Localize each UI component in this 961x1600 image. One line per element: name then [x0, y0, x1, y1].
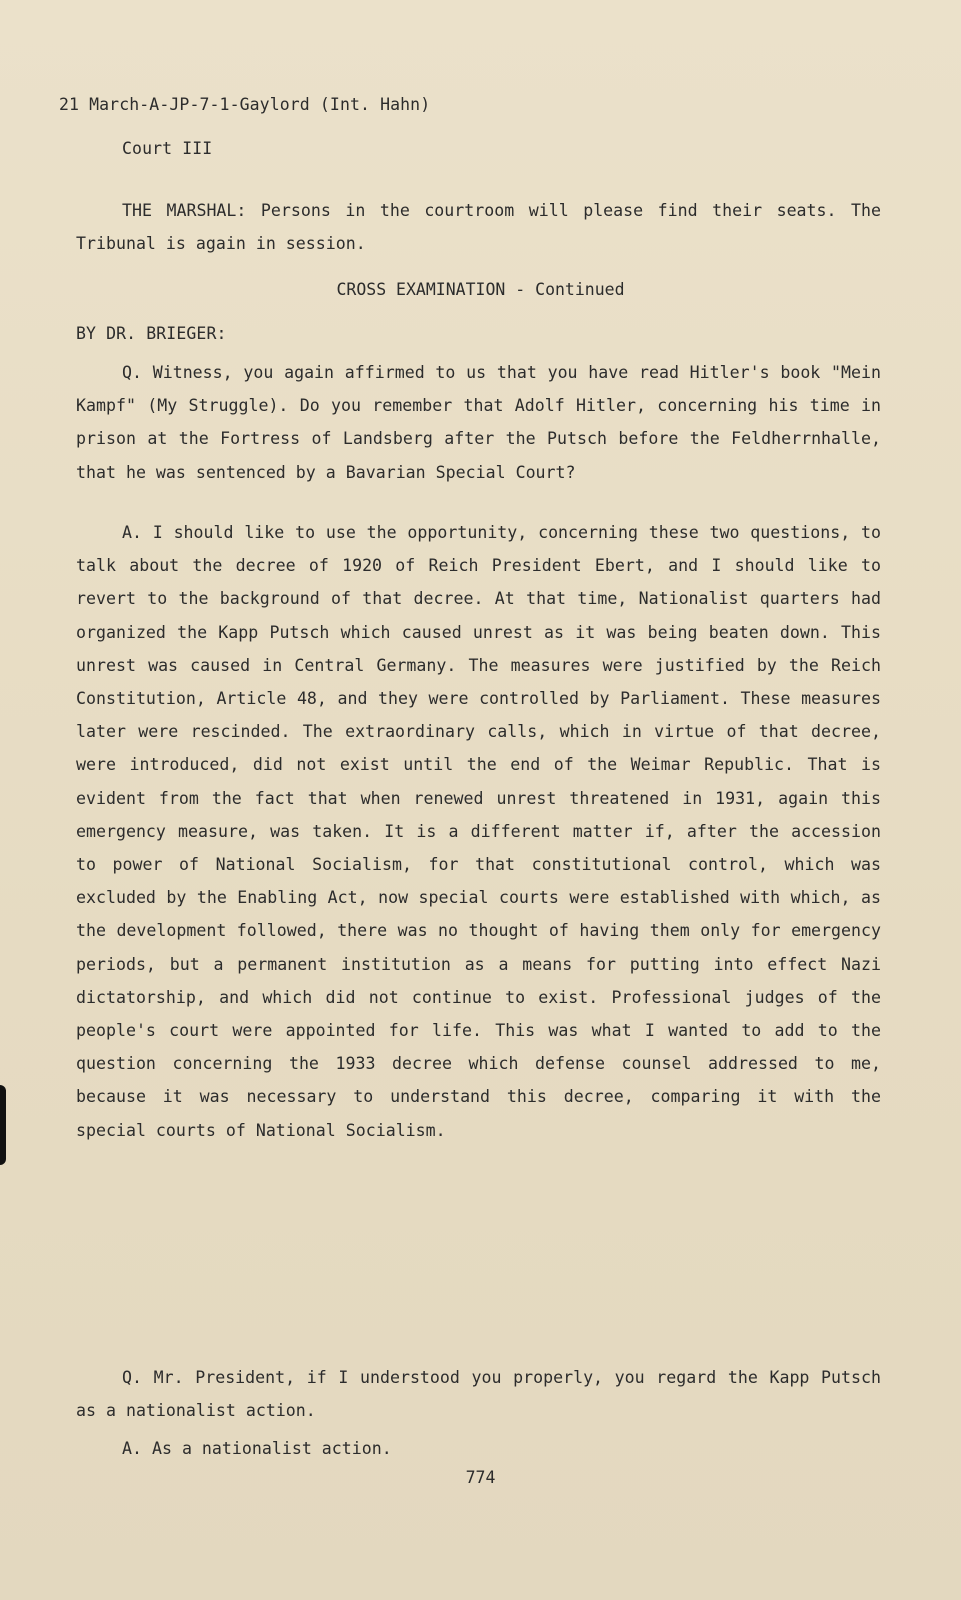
section-title: CROSS EXAMINATION - Continued [336, 280, 625, 299]
answer-paragraph-2: A. As a nationalist action. [122, 1439, 392, 1458]
binder-hole-mark [0, 1085, 6, 1165]
question-paragraph-2: Q. Mr. President, if I understood you properly, you regard the Kapp Putsch as a nationalist action. [76, 1368, 881, 1421]
question-paragraph-1: Q. Witness, you again affirmed to us that you have read Hitler's book "Mein Kampf" (My Struggle). Do you remember that Adolf Hitler, concerning his time in prison at the Fortress of Landsberg after the Putsch before the Feldherrnhalle, that he was sentenced by a Bavarian Special Court? [76, 363, 881, 482]
marshal-announcement: THE MARSHAL: Persons in the courtroom will please find their seats. The Tribunal is again in session. [76, 201, 881, 254]
page-number: 774 [465, 1468, 496, 1487]
answer-paragraph-1: A. I should like to use the opportunity, concerning these two questions, to talk about the decree of 1920 of Reich President Ebert, and I should like to revert to the background of that decree. At that time, Nationalist quarters had organized the Kapp Putsch which caused unrest as it was being beaten down. This unrest was caused in Central Germany. The measures were justified by the Reich Constitution, Article 48, and they were controlled by Parliament. These measures later were rescinded. The extraordinary calls, which in virtue of that decree, were introduced, did not exist until the end of the Weimar Republic. That is evident from the fact that when renewed unrest threatened in 1931, again this emergency measure, was taken. It is a different matter if, after the accession to power of National Socialism, for that constitutional control, which was excluded by the Enabling Act, now special courts were established with which, as the development followed, there was no thought of having them only for emergency periods, but a permanent institution as a means for putting into effect Nazi dictatorship, and which did not continue to exist. Professional judges of the people's court were appointed for life. This was what I wanted to add to the question concerning the 1933 decree which defense counsel addressed to me, because it was necessary to understand this decree, comparing it with the special courts of National Socialism. [76, 523, 881, 1140]
header-reference: 21 March-A-JP-7-1-Gaylord (Int. Hahn) [59, 95, 431, 114]
examiner-label: BY DR. BRIEGER: [76, 324, 227, 343]
court-label: Court III [122, 139, 213, 158]
